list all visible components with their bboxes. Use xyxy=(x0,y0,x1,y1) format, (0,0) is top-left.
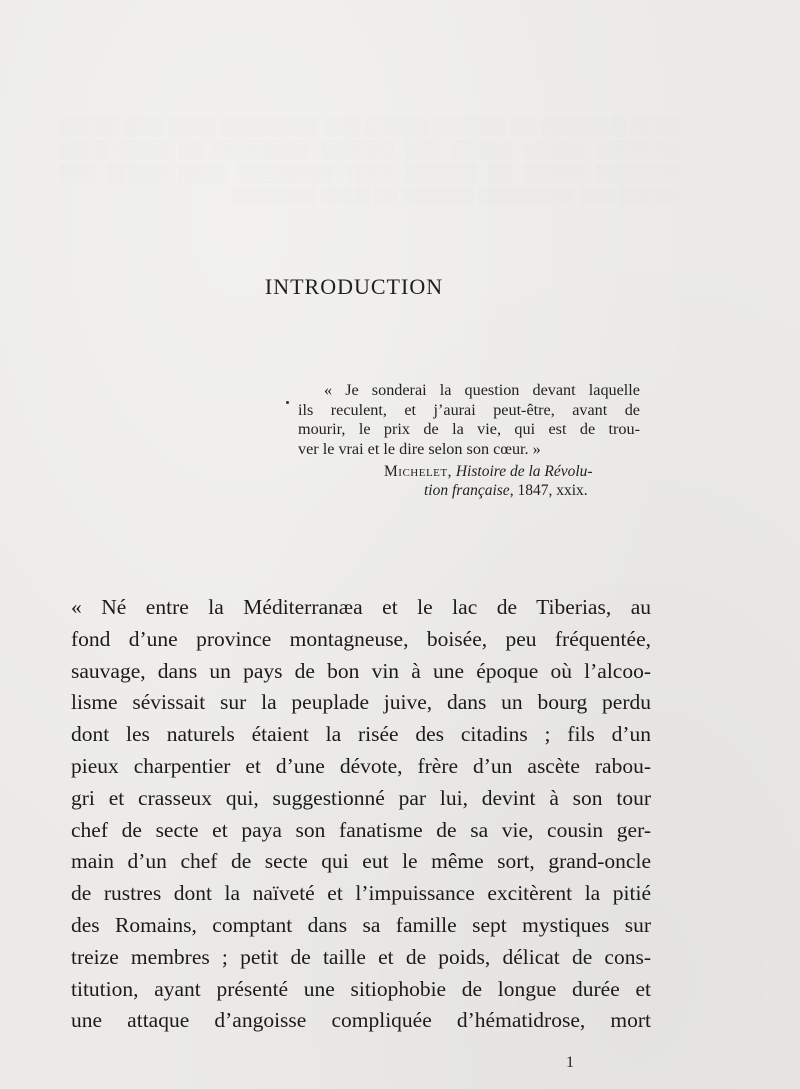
body-line: des Romains, comptant dans sa famille sept mystiques sur xyxy=(71,912,651,937)
body-line: pieux charpentier et d’une dévote, frère d’un ascète rabou- xyxy=(71,753,651,778)
body-line: titution, ayant présenté une sitiophobie de longue durée et xyxy=(71,976,651,1001)
epigraph xyxy=(298,381,640,459)
body-line: gri et crasseux qui, suggestionné par lui, devint à son tour xyxy=(71,785,651,810)
body-line: de rustres dont la naïveté et l’impuissance excitèrent la pitié xyxy=(71,881,651,906)
body-line: main d’un chef de secte qui eut le même sort, grand-oncle xyxy=(71,849,651,874)
epigraph-line: mourir, le prix de la vie, qui est de trou- xyxy=(298,420,640,438)
epigraph-attribution xyxy=(340,462,640,500)
epigraph-line: ils reculent, et j’aurai peut-être, avant de xyxy=(298,400,640,419)
attribution-work-part1: Histoire de la Révolu- xyxy=(455,463,593,480)
body-line: lisme sévissait sur la peuplade juive, dans un bourg perdu xyxy=(71,690,651,715)
epigraph-line: « Je sonderai la question devant laquelle xyxy=(324,381,640,399)
attribution-work-part2: tion française xyxy=(424,482,510,499)
chapter-heading xyxy=(0,274,800,300)
bleed-through-texture: ░░░░ ░░░░░░░ ░░ ░░░░░░ ░░░░░ ░░░ ░░░░░░░░ ░░░░ ░░░ ░░░░░ ░░░░░░░ ░░░░░ ░░░░░ ░░░ ░░░░░░ ░░░░░░░░ ░░ ░░░░ ░░░░ ░░░░░░░ ░░░░░ ░░ ░░░░░░ ░░░░ ░░░░░░░░ ░░░░ ░░░░░ ░░░ ░░░░░ ░░░ ░░░░░░░░ ░░░░░░ ░░ ░░░░ ░░░░░░░ xyxy=(60,117,680,205)
body-line: chef de secte et paya son fanatisme de sa vie, cousin ger- xyxy=(71,817,651,842)
body-line: fond d’une province montagneuse, boisée, peu fréquentée, xyxy=(71,626,651,651)
page-number: 1 xyxy=(566,1054,574,1071)
epigraph-line: ver le vrai et le dire selon son cœur. » xyxy=(298,439,541,458)
body-line: une attaque d’angoisse compliquée d’hématidrose, mort xyxy=(71,1008,651,1033)
attribution-details: , 1847, xxix. xyxy=(509,482,588,499)
body-line: « Né entre la Méditerranæa et le lac de Tiberias, au xyxy=(71,595,651,619)
body-paragraph xyxy=(71,592,651,1037)
body-line: dont les naturels étaient la risée des citadins ; fils d’un xyxy=(71,722,651,747)
body-line: sauvage, dans un pays de bon vin à une époque où l’alcoo- xyxy=(71,658,651,683)
ink-speck xyxy=(286,401,289,404)
attribution-author: Michelet, xyxy=(384,463,452,480)
chapter-heading-text: INTRODUCTION xyxy=(264,274,444,299)
body-line: treize membres ; petit de taille et de poids, délicat de cons- xyxy=(71,944,651,969)
